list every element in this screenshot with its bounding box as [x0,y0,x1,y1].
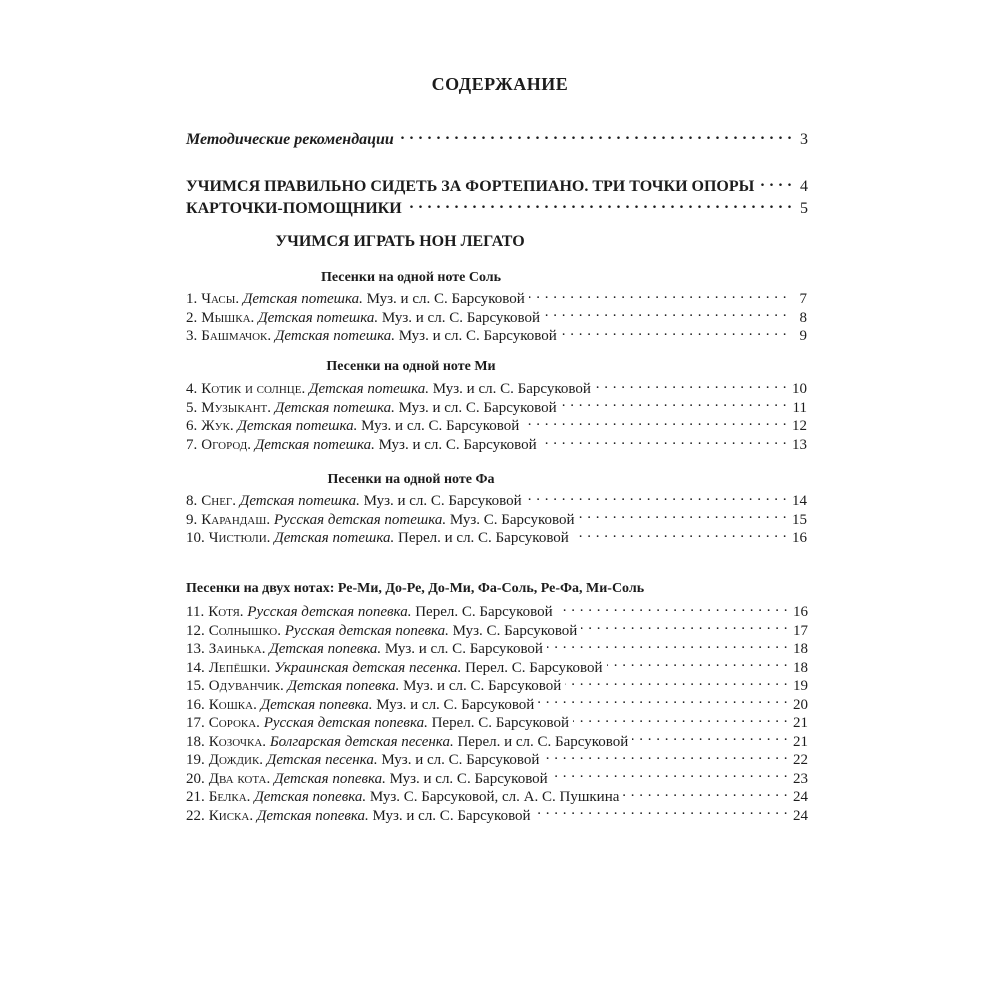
entry-title: Козочка. [208,733,267,750]
entry-page: 9 [799,328,807,345]
toc-row-sitting[interactable] [186,175,808,196]
section-heading: Песенки на двух нотах: Ре-Ми, До-Ре, До-Ми, Фа-Соль, Ре-Фа, Ми-Соль [186,581,645,596]
entry-number: 8. [186,493,198,509]
toc-entry-text [186,660,603,677]
dot-leader [565,675,788,690]
entry-number: 15. [186,678,205,694]
entry-genre: Детская потешка. [239,493,360,509]
toc-entry-text [186,493,522,510]
entry-genre: Русская детская попевка. [247,604,412,620]
entry-credit: Муз. и сл. С. Барсуковой [366,291,525,307]
dot-leader [581,620,788,635]
toc-entry[interactable] [186,509,807,529]
entry-title: Часы. [201,291,240,307]
dot-leader [758,175,792,191]
entry-title: Сорока. [208,715,260,731]
entry-genre: Детская потешка. [237,418,358,435]
entry-credit: Муз. и сл. С. Барсуковой [403,678,562,694]
toc-entry[interactable] [186,415,807,435]
entry-number: 7. [186,437,198,454]
entry-credit: Муз. С. Барсуковой, сл. А. С. Пушкина [369,789,620,805]
dot-leader [547,638,788,653]
toc-entry[interactable] [186,694,808,714]
entry-title: Башмачок. [201,328,272,345]
entry-genre: Детская потешка. [274,328,395,345]
entry-page: 15 [792,511,807,528]
entry-title: Лепёшки. [208,659,271,676]
toc-entry-text [186,808,531,825]
toc-entry[interactable] [186,490,807,510]
dot-leader [538,694,788,709]
entry-genre: Русская детская потешка. [273,511,447,528]
entry-title: Заинька. [208,641,266,657]
toc-row-page: 3 [800,131,808,148]
section-heading: Песенки на одной ноте Фа [327,472,495,487]
dot-leader [541,434,787,449]
entry-title: Кошка. [208,696,257,713]
entry-title: Котик и солнце. [201,381,306,397]
entry-credit: Перел. С. Барсуковой [431,715,569,731]
dot-leader [632,731,788,746]
dot-leader [573,527,787,542]
entry-credit: Муз. и сл. С. Барсуковой [372,807,531,824]
dot-leader [607,657,788,672]
entry-title: Котя. [208,604,244,620]
toc-entry-text [186,328,557,345]
entry-title: Жук. [201,418,234,435]
entry-credit: Перел. С. Барсуковой [415,604,553,620]
entry-title: Одуванчик. [208,678,284,694]
entry-page: 21 [793,715,808,731]
entry-page: 18 [793,659,808,676]
entry-title: Карандаш. [201,511,271,528]
dot-leader [535,805,788,820]
entry-page: 18 [793,641,808,657]
entry-genre: Детская попевка. [269,641,382,657]
entry-genre: Детская потешка. [274,399,395,416]
entry-page: 19 [793,678,808,694]
dot-leader [561,397,787,412]
entry-credit: Муз. и сл. С. Барсуковой [381,309,540,326]
entry-number: 17. [186,715,205,731]
toc-entry-text [186,641,543,658]
entry-genre: Детская попевка. [254,789,367,805]
toc-entry[interactable] [186,805,808,825]
toc-entry[interactable] [186,325,807,345]
dot-leader [561,325,787,340]
entry-genre: Детская попевка. [287,678,400,694]
toc-row-page: 4 [800,178,808,195]
entry-page: 21 [793,733,808,750]
entry-credit: Муз. и сл. С. Барсуковой [389,770,548,787]
entry-title: Дождик. [208,752,264,768]
entry-genre: Детская песенка. [266,752,378,768]
toc-entry[interactable] [186,712,808,732]
entry-page: 8 [799,309,807,326]
entry-genre: Украинская детская песенка. [274,659,462,676]
entry-genre: Детская потешка. [242,291,363,307]
entry-genre: Детская потешка. [258,309,379,326]
toc-row-cards[interactable] [186,197,808,218]
entry-genre: Детская потешка. [308,381,430,397]
entry-title: Два кота. [208,770,271,787]
entry-number: 11. [186,604,205,620]
toc-entry[interactable] [186,675,808,695]
entry-page: 11 [792,399,807,416]
toc-row-title: Методические рекомендации [186,131,394,148]
entry-page: 7 [799,291,807,307]
dot-leader [529,288,787,303]
entry-credit: Муз. и сл. С. Барсуковой [378,437,537,454]
toc-entry[interactable] [186,657,808,677]
toc-entry-text [186,530,569,547]
entry-genre: Болгарская детская песенка. [269,733,454,750]
entry-page: 24 [793,807,808,824]
dot-leader [544,307,787,322]
dot-leader [406,197,792,213]
entry-title: Солнышко. [208,622,282,639]
entry-page: 16 [792,530,807,547]
dot-leader [579,509,787,524]
toc-entry-text [186,734,628,751]
toc-entry-text [186,623,577,640]
entry-genre: Детская попевка. [260,696,373,713]
entry-number: 14. [186,659,205,676]
entry-credit: Муз. и сл. С. Барсуковой [376,696,535,713]
entry-page: 22 [793,752,808,768]
toc-entry[interactable] [186,288,807,308]
entry-credit: Муз. и сл. С. Барсуковой [384,641,543,657]
dot-leader [573,712,788,727]
dot-leader [398,128,792,144]
entry-page: 12 [792,418,807,435]
entry-genre: Детская попевка. [256,807,369,824]
toc-entry[interactable] [186,527,807,547]
dot-leader [623,786,788,801]
entry-genre: Детская попевка. [273,770,386,787]
entry-number: 16. [186,696,205,713]
entry-genre: Русская детская попевка. [263,715,428,731]
toc-entry-text [186,697,534,714]
entry-page: 23 [793,770,808,787]
toc-entry-text [186,418,519,435]
toc-entry-text [186,310,540,327]
entry-number: 12. [186,622,205,639]
toc-entry-text [186,381,591,398]
entry-credit: Муз. и сл. С. Барсуковой [398,399,557,416]
toc-row-title: УЧИМСЯ ПРАВИЛЬНО СИДЕТЬ ЗА ФОРТЕПИАНО. ТРИ ТОЧКИ ОПОРЫ [186,178,755,195]
entry-credit: Муз. и сл. С. Барсуковой [381,752,540,768]
entry-number: 6. [186,418,198,435]
toc-entry[interactable] [186,620,808,640]
entry-number: 10. [186,530,205,547]
toc-entry-text [186,604,553,621]
section-heading: Песенки на одной ноте Ми [326,359,496,374]
toc-entry[interactable] [186,434,807,454]
entry-number: 1. [186,291,198,307]
entry-number: 2. [186,309,198,326]
dot-leader [523,415,787,430]
entry-title: Киска. [208,807,254,824]
entry-genre: Русская детская попевка. [284,622,449,639]
dot-leader [543,749,788,764]
entry-page: 17 [793,622,808,639]
entry-genre: Детская потешка. [274,530,395,547]
toc-entry-text [186,752,539,769]
entry-number: 20. [186,770,205,787]
toc-entry[interactable] [186,601,808,621]
toc-entry[interactable] [186,397,807,417]
entry-number: 4. [186,381,198,397]
section-heading: Песенки на одной ноте Соль [320,270,502,285]
entry-page: 14 [792,493,807,509]
toc-row-title: КАРТОЧКИ-ПОМОЩНИКИ [186,200,402,217]
dot-leader [526,490,787,505]
toc-entry-text [186,512,575,529]
entry-title: Снег. [201,493,237,509]
entry-number: 9. [186,511,198,528]
entry-title: Музыкант. [201,399,272,416]
entry-page: 24 [793,789,808,805]
toc-row-methodology[interactable] [186,128,808,149]
toc-entry[interactable] [186,768,808,788]
toc-entry-text [186,771,548,788]
entry-credit: Перел. С. Барсуковой [465,659,603,676]
entry-title: Мышка. [201,309,255,326]
entry-number: 13. [186,641,205,657]
toc-entry[interactable] [186,378,807,398]
entry-number: 3. [186,328,198,345]
page-title: СОДЕРЖАНИЕ [431,74,569,94]
toc-entry[interactable] [186,731,808,751]
toc-entry-text [186,400,557,417]
part-heading: УЧИМСЯ ИГРАТЬ НОН ЛЕГАТО [275,233,525,250]
entry-credit: Муз. С. Барсуковой [449,511,575,528]
toc-entry[interactable] [186,786,808,806]
entry-page: 13 [792,437,807,454]
entry-title: Огород. [201,437,252,454]
entry-title: Чистюли. [208,530,271,547]
entry-page: 10 [792,381,807,397]
toc-entry[interactable] [186,638,808,658]
entry-credit: Перел. и сл. С. Барсуковой [398,530,569,547]
dot-leader [595,378,787,393]
toc-entry[interactable] [186,749,808,769]
entry-credit: Муз. и сл. С. Барсуковой [432,381,591,397]
entry-credit: Муз. и сл. С. Барсуковой [363,493,522,509]
entry-genre: Детская потешка. [254,437,375,454]
entry-number: 22. [186,807,205,824]
toc-entry[interactable] [186,307,807,327]
toc-entry-text [186,789,619,806]
toc-entry-text [186,678,561,695]
toc-entry-text [186,437,537,454]
entry-credit: Муз. С. Барсуковой [452,622,578,639]
toc-entry-text [186,715,569,732]
entry-number: 21. [186,789,205,805]
entry-page: 20 [793,696,808,713]
entry-page: 16 [793,604,808,620]
dot-leader [557,601,788,616]
entry-number: 18. [186,733,205,750]
toc-row-page: 5 [800,200,808,217]
entry-number: 5. [186,399,198,416]
entry-credit: Муз. и сл. С. Барсуковой [398,328,557,345]
entry-number: 19. [186,752,205,768]
entry-credit: Муз. и сл. С. Барсуковой [361,418,520,435]
toc-entry-text [186,291,525,308]
entry-credit: Перел. и сл. С. Барсуковой [457,733,629,750]
entry-title: Белка. [208,789,251,805]
dot-leader [552,768,788,783]
